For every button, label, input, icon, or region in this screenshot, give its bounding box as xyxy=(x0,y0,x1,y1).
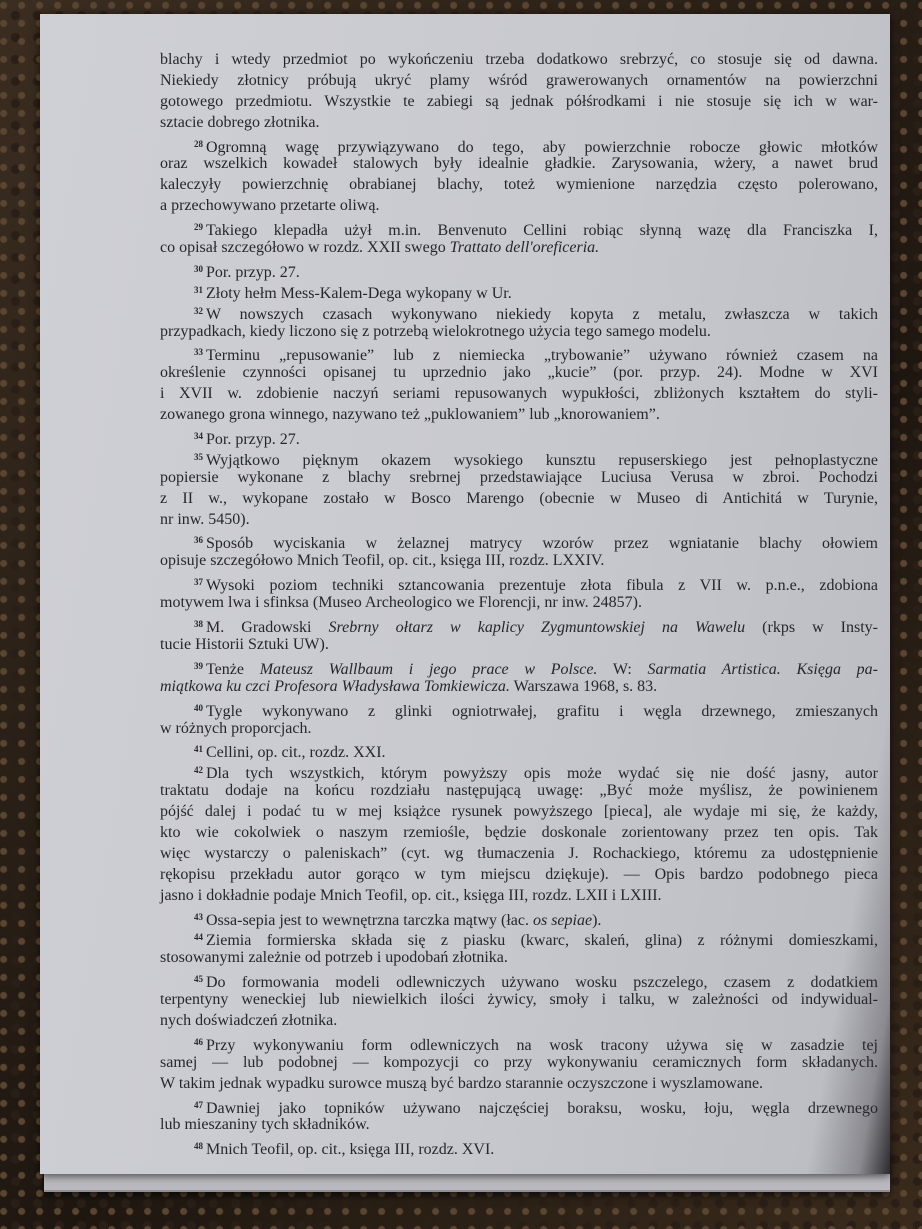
italic-title-text: Trattato dell'oreficeria. xyxy=(449,239,600,257)
text-segment: Ogromną wagę przywiązywano do tego, aby powierzchnie robocze głowic młotków xyxy=(206,138,878,156)
text-segment: Sposób wyciskania w żelaznej matrycy wzorów przez wgniatanie blachy ołowiem xyxy=(206,535,878,553)
footnote-number: 40 xyxy=(194,702,203,713)
footnote-number: 28 xyxy=(194,138,203,149)
text-segment: Takiego klepadła użył m.in. Benvenuto Cellini robiąc słynną wazę dla Franciszka I, xyxy=(206,222,878,240)
text-segment: samej — lub podobnej — kompozycji co przy wykonywaniu ceramicznych form składanych. xyxy=(160,1053,878,1071)
footnote-first-line xyxy=(160,217,878,238)
italic-title-text: Sarmatia Artistica. Księga pa- xyxy=(647,660,878,678)
text-segment: popiersie wykonane z blachy srebrnej przedstawiające Luciusa Verusa w zbroi. Pochodzi xyxy=(160,468,878,486)
text-segment: traktatu dodaje na końcu rozdziału następującą uwagę: „Być może myślisz, że powinienem xyxy=(160,782,878,800)
footnote-first-line xyxy=(160,572,878,593)
text-segment: Złoty hełm Mess-Kalem-Dega wykopany w Ur. xyxy=(206,284,512,302)
footnote-number: 44 xyxy=(194,932,203,943)
text-segment: Dawniej jako topników używano najczęściej boraksu, wosku, łoju, węgla drzewnego xyxy=(206,1099,878,1117)
text-line xyxy=(160,405,878,426)
text-segment: określenie czynności opisanej tu uprzednio jako „kucie” (por. przyp. 24). Modne w XVI xyxy=(160,364,878,382)
text-line xyxy=(160,384,878,405)
footnote-first-line xyxy=(160,1136,878,1157)
text-segment: Przy wykonywaniu form odlewniczych na wosk tracony używa się w zasadzie tej xyxy=(206,1036,878,1054)
text-segment: kaleczyły powierzchnię obrabianej blachy, toteż wymienione narzędzia często polerowano, xyxy=(160,176,878,194)
text-segment: w różnych proporcjach. xyxy=(160,719,312,737)
text-segment: W: xyxy=(597,660,648,678)
text-line xyxy=(160,50,878,71)
text-line xyxy=(160,196,878,217)
text-line xyxy=(160,1074,878,1095)
text-segment: Mnich Teofil, op. cit., księga III, rozdz. XVI. xyxy=(206,1141,495,1159)
text-line xyxy=(160,1053,878,1074)
text-segment: oraz wszelkich kowadeł stalowych były idealnie gładkie. Zarysowania, wżery, a nawet brud xyxy=(160,155,878,173)
text-segment: sztacie dobrego złotnika. xyxy=(160,113,320,131)
footnote-number: 46 xyxy=(194,1036,203,1047)
text-line xyxy=(160,677,878,698)
footnote-first-line xyxy=(160,1095,878,1116)
text-line xyxy=(160,322,878,343)
footnote-number: 43 xyxy=(194,911,203,922)
footnote-number: 41 xyxy=(194,744,203,755)
footnote-first-line xyxy=(160,447,878,468)
text-line xyxy=(160,593,878,614)
text-segment: kto wie cokolwiek o naszym rzemiośle, będzie doskonale zorientowany przez ten opis. Tak xyxy=(160,823,878,841)
footnote-first-line xyxy=(160,698,878,719)
text-line xyxy=(160,92,878,113)
text-line xyxy=(160,844,878,865)
text-segment: Wyjątkowo pięknym okazem wysokiego kunsztu repuserskiego jest pełnoplastyczne xyxy=(206,451,878,469)
text-segment: jasno i dokładnie podaje Mnich Teofil, op. cit., księga III, rozdz. LXII i LXIII. xyxy=(160,886,662,904)
footnote-number: 42 xyxy=(194,765,203,776)
text-segment: Dla tych wszystkich, którym powyższy opis może wydać się nie dość jasny, autor xyxy=(206,765,878,783)
text-line xyxy=(160,154,878,175)
text-segment: Wysoki poziom techniki sztancowania prezentuje złota fibula z VII w. p.n.e., zdobiona xyxy=(206,577,878,595)
text-segment: Do formowania modeli odlewniczych używano wosku pszczelego, czasem z dodatkiem xyxy=(206,974,878,992)
text-line xyxy=(160,865,878,886)
footnote-first-line xyxy=(160,134,878,155)
text-segment: Niekiedy złotnicy próbują ukryć plamy wśród grawerowanych ornamentów na powierzchni xyxy=(160,71,878,89)
text-segment: Cellini, op. cit., rozdz. XXI. xyxy=(206,744,386,762)
footnote-number: 31 xyxy=(194,284,203,295)
text-segment: Ziemia formierska składa się z piasku (kwarc, skaleń, glina) z różnymi domieszkami, xyxy=(206,932,878,950)
text-segment: co opisał szczegółowo w rozdz. XXII swego xyxy=(160,239,450,257)
text-segment: więc wystarczy o paleniskach” (cyt. wg tłumaczenia J. Rochackiego, któremu za udostępnienie xyxy=(160,844,878,862)
footnote-number: 32 xyxy=(194,305,203,316)
text-segment: opisuje szczegółowo Mnich Teofil, op. cit., księga III, rozdz. LXXIV. xyxy=(160,552,605,570)
footnote-first-line xyxy=(160,969,878,990)
italic-title-text: Srebrny ołtarz w kaplicy Zygmuntowskiej na Wawelu xyxy=(328,619,746,637)
text-segment: Por. przyp. 27. xyxy=(206,431,300,449)
text-line xyxy=(160,781,878,802)
footnote-number: 47 xyxy=(194,1099,203,1110)
footnotes-text xyxy=(160,50,878,1157)
text-segment: lub mieszaniny tych składników. xyxy=(160,1116,370,1134)
footnote-first-line xyxy=(160,301,878,322)
text-line xyxy=(160,802,878,823)
text-segment: przypadkach, kiedy liczono się z potrzebą wielokrotnego użycia tego samego modelu. xyxy=(160,322,711,340)
footnote-first-line xyxy=(160,426,878,447)
footnote-number: 34 xyxy=(194,431,203,442)
footnote-number: 29 xyxy=(194,222,203,233)
footnote-number: 35 xyxy=(194,451,203,462)
text-line xyxy=(160,635,878,656)
italic-title-text: os sepiae xyxy=(532,911,593,929)
footnote-number: 37 xyxy=(194,577,203,588)
text-line xyxy=(160,1011,878,1032)
text-line xyxy=(160,71,878,92)
footnote-number: 48 xyxy=(194,1141,203,1152)
text-line xyxy=(160,823,878,844)
text-line xyxy=(160,948,878,969)
text-segment: Warszawa 1968, s. 83. xyxy=(509,677,658,695)
footnote-first-line xyxy=(160,280,878,301)
text-segment: z II w., wykopane zostało w Bosco Marengo (obecnie w Museo di Antichitá w Turynie, xyxy=(160,489,878,507)
text-line xyxy=(160,238,878,259)
footnote-first-line xyxy=(160,927,878,948)
footnote-number: 36 xyxy=(194,535,203,546)
footnote-first-line xyxy=(160,739,878,760)
text-segment: ). xyxy=(592,911,602,929)
text-segment: rękopisu przekładu autor gorąco w tym miejscu dziękuje). — Opis bardzo podobnego pieca xyxy=(160,865,878,883)
text-line xyxy=(160,551,878,572)
text-line xyxy=(160,1115,878,1136)
text-segment: Ossa-sepia jest to wewnętrzna tarczka mątwy (łac. xyxy=(206,911,533,929)
text-segment: terpentyny weneckiej lub niewielkich ilości żywicy, smoły i talku, w zależności od indywidual- xyxy=(160,991,878,1009)
footnote-first-line xyxy=(160,259,878,280)
footnote-number: 30 xyxy=(194,263,203,274)
footnote-number: 45 xyxy=(194,974,203,985)
footnote-number: 33 xyxy=(194,347,203,358)
text-line xyxy=(160,990,878,1011)
text-line xyxy=(160,363,878,384)
text-segment: stosowanymi zależnie od potrzeb i upodobań złotnika. xyxy=(160,949,508,967)
text-segment: W nowszych czasach wykonywano niekiedy kopyta z metalu, zwłaszcza w takich xyxy=(206,305,878,323)
text-line xyxy=(160,489,878,510)
footnote-first-line xyxy=(160,656,878,677)
footnote-number: 39 xyxy=(194,660,203,671)
text-segment: nych doświadczeń złotnika. xyxy=(160,1011,338,1029)
text-segment: pójść dalej i podać tu w mej książce rysunek powyższego [pieca], ale wydaje mi się, że każdy, xyxy=(160,803,878,821)
text-segment: Tygle wykonywano z glinki ogniotrwałej, grafitu i węgla drzewnego, zmieszanych xyxy=(206,702,878,720)
text-segment: zowanego grona winnego, nazywano też „puklowaniem” lub „knorowaniem”. xyxy=(160,406,660,424)
text-segment: W takim jednak wypadku surowce muszą być bardzo starannie oczyszczone i wyszlamowane. xyxy=(160,1074,764,1092)
text-segment: Tenże xyxy=(206,660,260,678)
text-segment: motywem lwa i sfinksa (Museo Archeologico we Florencji, nr inw. 24857). xyxy=(160,594,642,612)
text-line xyxy=(160,468,878,489)
footnote-first-line xyxy=(160,760,878,781)
footnote-first-line xyxy=(160,1032,878,1053)
text-segment: Terminu „repusowanie” lub z niemiecka „trybowanie” używano również czasem na xyxy=(206,347,878,365)
text-segment: a przechowywano przetarte oliwą. xyxy=(160,197,380,215)
text-line xyxy=(160,175,878,196)
text-line xyxy=(160,719,878,740)
footnote-first-line xyxy=(160,614,878,635)
text-segment: tucie Historii Sztuki UW). xyxy=(160,635,329,653)
text-segment: blachy i wtedy przedmiot po wykończeniu trzeba dodatkowo srebrzyć, co stosuje się od dawna. xyxy=(160,51,878,68)
book-page xyxy=(40,14,890,1174)
text-line xyxy=(160,510,878,531)
text-segment: i XVII w. zdobienie naczyń seriami repusowanych wypukłości, zbliżonych kształtem do styli- xyxy=(160,385,878,403)
text-segment: Por. przyp. 27. xyxy=(206,263,300,281)
text-segment: (rkps w Insty- xyxy=(745,619,879,637)
text-line xyxy=(160,113,878,134)
footnote-first-line xyxy=(160,530,878,551)
text-segment: gotowego przedmiotu. Wszystkie te zabiegi są jednak półśrodkami i nie stosuje się ich w war- xyxy=(160,92,878,110)
footnote-first-line xyxy=(160,907,878,928)
footnote-number: 38 xyxy=(194,619,203,630)
italic-title-text: miątkowa ku czci Profesora Władysława Tomkiewicza. xyxy=(160,677,510,695)
text-line xyxy=(160,886,878,907)
text-segment: nr inw. 5450). xyxy=(160,510,250,528)
footnote-first-line xyxy=(160,342,878,363)
text-segment: M. Gradowski xyxy=(206,619,329,637)
italic-title-text: Mateusz Wallbaum i jego prace w Polsce. xyxy=(259,660,598,678)
